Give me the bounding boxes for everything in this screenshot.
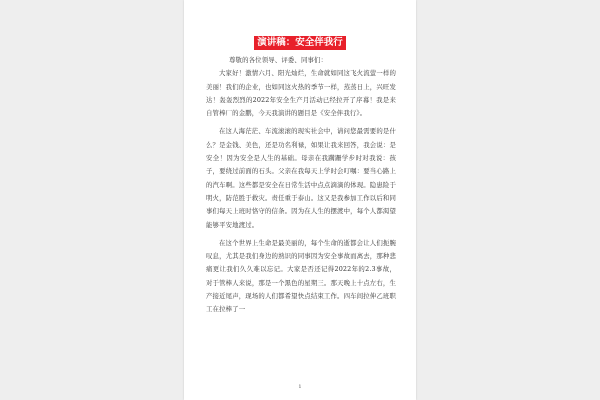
- document-body: [206, 54, 396, 317]
- paragraph-2: 在这人海茫茫、车流滚滚的现实社会中，请问您最需要的是什么？是金钱、美色，还是功名利禄，如果让我来回答，我会说：是安全！因为安全是人生的基础。母亲在我蹒跚学步时对我说：孩子，要绕过前面的石头。父亲在我每天上学时会叮嘱：要当心路上的汽车啊。这些都是安全在日常生活中点点滴滴的体现。隐患险于明火，防范胜于救灾。责任重于泰山。这又是我参加工作以后和同事们每天上班时恪守的信条。因为在人生的摆渡中，每个人都渴望能够平安地渡过。: [206, 127, 396, 229]
- paragraph-1: 大家好！激情六月、阳光灿烂，生命就如同这飞火流萤一样的美丽！我们的企业，也如同这火热的季节一样，蒸蒸日上，兴旺发达！轰轰烈烈的2022年安全生产月活动已经拉开了序幕！我是来自管棒厂的金鹏，今天我演讲的题目是《安全伴我行》。: [206, 69, 396, 118]
- title-wrapper: [184, 30, 416, 50]
- document-title: 演讲稿：安全伴我行: [254, 36, 346, 50]
- document-page: [184, 0, 416, 400]
- paragraph-3: 在这个世界上生命是最美丽的，每个生命的逝都会让人们扼腕叹息，尤其是我们身边的熟识的同事因为安全事故而离去，那种悲痛更让我们久久难以忘记。大家是否还记得2022年的2.3事故，对于管棒人来说，那是一个黑色的星期三。那天晚上十点左右，生产接近尾声，现场的人们都希望快点结束工作。四车间拉伸乙班职工在拉棒了一: [206, 238, 396, 314]
- salutation: 尊敬的各位领导、评委、同事们：: [229, 56, 328, 64]
- page-number: 1: [298, 384, 302, 390]
